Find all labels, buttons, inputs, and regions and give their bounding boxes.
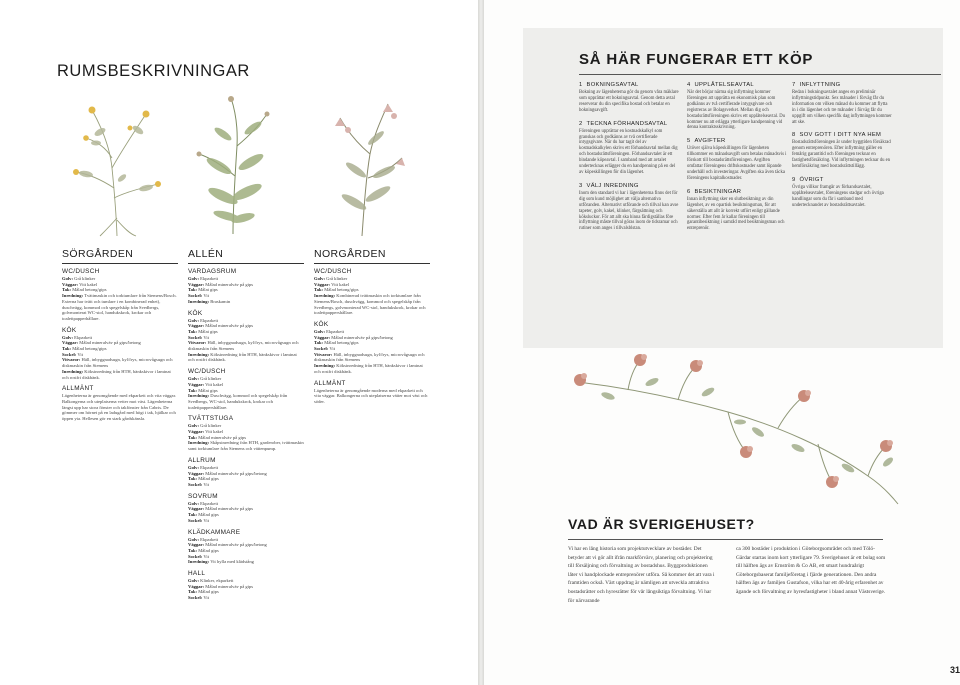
step-title: INFLYTTNING bbox=[799, 82, 841, 88]
step-text: Redan i bokningsavtalet anges en preliminär inflyttningstidpunkt. Sex månader i förväg får du information om vilken månad du kommer att flytta in i din lägenhet och tre månader i förväg får du uppgift om vilken specifik dag inflyttningen kommer att ske. bbox=[792, 90, 892, 125]
spec-value: Vit bbox=[203, 481, 209, 487]
spec-label: Sockel: bbox=[188, 595, 203, 601]
spec-line bbox=[314, 363, 430, 374]
spec-label: Sockel: bbox=[188, 481, 203, 487]
column-title: NORGÅRDEN bbox=[314, 248, 430, 264]
spec-value: Målad mineralväv på gips bbox=[198, 434, 247, 440]
spec-value: Ekparkett bbox=[200, 536, 218, 542]
spec-value: Vit bbox=[329, 346, 335, 352]
room-vardagsrum bbox=[188, 268, 304, 305]
step-title: BOKNINGSAVTAL bbox=[586, 82, 639, 88]
page-number: 31 bbox=[950, 665, 960, 675]
spec-label: Sockel: bbox=[188, 553, 203, 559]
spec-value: Målat gips bbox=[198, 328, 218, 334]
room-tvattstuga bbox=[188, 415, 304, 452]
page-title: RUMSBESKRIVNINGAR bbox=[57, 62, 250, 80]
room-name: WC/DUSCH bbox=[188, 368, 226, 376]
room-name: VARDAGSRUM bbox=[188, 268, 237, 275]
step-teckna-forhandsavtal bbox=[579, 121, 679, 176]
room-name: ALLMÄNT bbox=[62, 385, 94, 393]
spec-value: Ekparkett bbox=[200, 500, 218, 506]
column-norgarden bbox=[314, 248, 430, 410]
step-heading bbox=[579, 183, 679, 189]
step-number: 7 bbox=[792, 82, 796, 88]
room-name: TVÄTTSTUGA bbox=[188, 415, 234, 423]
step-avgifter bbox=[687, 138, 787, 181]
spec-label: Vitvaror: bbox=[314, 351, 333, 357]
spec-label: Väggar: bbox=[188, 506, 205, 512]
spec-value: Köksinredning från HTH, bänkskivor i laminat och rostfri diskbänk. bbox=[62, 368, 171, 380]
spec-label: Väggar: bbox=[62, 340, 79, 346]
step-title: TECKNA FÖRHANDSAVTAL bbox=[586, 120, 668, 127]
spec-label: Väggar: bbox=[188, 542, 205, 548]
spec-value: Häll, inbyggnadsugn, kyl/frys, microvågsugn och diskmaskin från Siemens bbox=[62, 357, 173, 369]
spec-value: Ekparkett bbox=[326, 328, 344, 334]
room-allmant bbox=[62, 385, 178, 422]
room-kok bbox=[62, 327, 178, 381]
column-title: SÖRGÅRDEN bbox=[62, 248, 178, 264]
step-number: 9 bbox=[792, 176, 796, 183]
about-paragraph-1: Vi har en lång historia som projektutvecklare av bostäder. Det betyder att vi gör allt ifrån markförvärv, planering och projektering till försäljning och förvaltning av bostadshus. Byggproduktionen låter vi handplockade entreprenörer utföra. Så kommer det att vara i framtiden också. Värt uppdrag är nämligen att utveckla attraktiva bostadsrätter och hyresrätter för vår långsiktiga förvaltning. Vi har för närvarande bbox=[568, 546, 715, 604]
spec-value: Målad mineralväv på gips bbox=[205, 583, 254, 589]
right-page bbox=[484, 0, 960, 685]
spec-value: Ekparkett bbox=[200, 317, 218, 323]
step-number: 6 bbox=[687, 188, 691, 195]
spec-value: Köksinredning från HTH, bänkskivor i laminat och rostfri diskbänk. bbox=[188, 351, 297, 363]
spec-value: Målat gips bbox=[198, 387, 218, 393]
spec-label: Inredning: bbox=[188, 559, 210, 565]
room-allmant bbox=[314, 380, 430, 405]
step-ovrigt bbox=[792, 177, 892, 209]
spec-label: Inredning: bbox=[62, 368, 84, 374]
step-number: 5 bbox=[687, 138, 691, 145]
spec-value: Ekparkett bbox=[200, 276, 218, 281]
spec-value: Målad betong/gips bbox=[72, 287, 107, 293]
spec-line bbox=[188, 559, 304, 565]
spec-value: Braskamin bbox=[210, 298, 231, 304]
spec-label: Väggar: bbox=[188, 470, 205, 476]
spec-label: Golv: bbox=[188, 536, 199, 542]
column-allen bbox=[188, 248, 304, 606]
step-number: 4 bbox=[687, 82, 691, 88]
spec-line bbox=[188, 518, 304, 524]
spec-line bbox=[62, 357, 178, 368]
column-sorgarden bbox=[62, 248, 178, 427]
botanical-illustration-leafy-plant bbox=[183, 96, 283, 236]
spec-label: Sockel: bbox=[314, 346, 329, 352]
step-text: Bostadsrättsföreningen är under byggtiden försäkrad genom entreprenören. Efter inflyttning gäller en femårig garantitid och föreningen tecknar en fastighetsförsäkring. Vid inflyttningen tecknar du en hemförsäkring med bostadsrättstillägg. bbox=[792, 140, 891, 170]
room-name: SOVRUM bbox=[188, 492, 218, 500]
step-heading bbox=[792, 82, 892, 88]
spec-label: Sockel: bbox=[188, 517, 203, 523]
spec-value: Vit bbox=[203, 293, 209, 299]
room-name: KÖK bbox=[62, 326, 77, 334]
room-hall bbox=[188, 570, 304, 601]
spec-value: Grå klinker bbox=[74, 276, 96, 281]
spec-label: Sockel: bbox=[188, 293, 203, 299]
spec-label: Golv: bbox=[188, 317, 199, 323]
about-divider bbox=[568, 539, 883, 540]
spec-label: Inredning: bbox=[314, 363, 336, 369]
spec-line bbox=[188, 340, 304, 351]
spec-label: Väggar: bbox=[314, 334, 331, 340]
purchase-process-title: SÅ HÄR FUNGERAR ETT KÖP bbox=[579, 51, 814, 68]
spec-label: Väggar: bbox=[188, 323, 205, 329]
room-name: KLÄDKAMMARE bbox=[188, 528, 241, 536]
about-paragraph-2: ca 300 bostäder i produktion i Göteborgsområdet och med Tölö-Gärdar startas inom kort ytterligare 79. Sverigehuset är ett bolag som till hälften ägs av Ernström & Co AB, ett smart hundraårigt Göteborgsbaserat familjeföretag i fjärde generationen. Den andra hälften ägs av familjen Gustafson, vilka har ett 40-årig erfarenhet av ägande och förvaltning av hyresfastigheter i bland annat Västsverige. bbox=[736, 546, 886, 595]
room-name: KÖK bbox=[188, 309, 203, 317]
room-wc-dusch bbox=[314, 268, 430, 316]
spec-value: Vit bbox=[203, 553, 209, 559]
step-heading bbox=[687, 138, 787, 144]
spec-value: Målad mineralväv på gips/betong bbox=[205, 542, 267, 548]
spec-label: Väggar: bbox=[188, 583, 205, 589]
spec-value: Lägenheterna är genomgående med ekparkett och vita väggar. Balkongerna och uteplatserna vetter mot väst. Lägenheterna längst upp har stora fönster och takfönster från Cabris. De gömmer om hörnet på en ladugård med högt i tak, hjälkar och öppen yta. Hellesen gör en stark gårdskänsla. bbox=[62, 393, 177, 422]
step-inflyttning bbox=[792, 82, 892, 125]
spec-line bbox=[314, 352, 430, 363]
spec-label: Golv: bbox=[314, 276, 325, 281]
spec-line bbox=[188, 299, 304, 305]
spec-value: Grå klinker bbox=[200, 423, 222, 429]
spec-label: Tak: bbox=[188, 547, 198, 553]
spec-label: Vitvaror: bbox=[62, 357, 81, 363]
about-title: VAD ÄR SVERIGEHUSET? bbox=[568, 516, 755, 532]
spec-line bbox=[314, 293, 430, 316]
step-text: Föreningen upprättar en kostnadskalkyl som granskas och godkänns av två certifierade intygsgivare. När du har tagit del av kostnadskalkylen skrivs ett förhandsavtal mellan dig och bostadsrättsföreningen. Förhandsavtalet är ett bindande köpeavtal. I samband med att avtalet undertecknas erlägger du en handpenning på en del av köpeskillingen för din lägenhet. bbox=[579, 128, 678, 175]
spec-value: Målad mineralväv på gips bbox=[205, 281, 254, 287]
spec-label: Golv: bbox=[188, 423, 199, 429]
spec-label: Väggar: bbox=[314, 281, 331, 287]
spec-label: Inredning: bbox=[188, 351, 210, 357]
spec-value: Ekparkett bbox=[200, 464, 218, 470]
room-name: ALLRUM bbox=[188, 456, 216, 464]
room-name: WC/DUSCH bbox=[62, 268, 100, 275]
left-page bbox=[0, 0, 478, 685]
step-sov-gott bbox=[792, 132, 892, 170]
spec-label: Golv: bbox=[188, 376, 199, 382]
spec-label: Golv: bbox=[188, 578, 199, 584]
room-kok bbox=[314, 321, 430, 375]
room-wc-dusch bbox=[62, 268, 178, 322]
room-allrum bbox=[188, 457, 304, 488]
spec-label: Tak: bbox=[62, 287, 72, 293]
spec-label: Tak: bbox=[314, 340, 324, 346]
spec-line bbox=[188, 440, 304, 451]
room-name: ALLMÄNT bbox=[314, 379, 346, 387]
spec-label: Golv: bbox=[188, 464, 199, 470]
step-heading bbox=[792, 177, 892, 183]
botanical-illustration-clover bbox=[568, 352, 908, 512]
spec-value: Vit bbox=[203, 334, 209, 340]
spec-value: Vitt kakel bbox=[79, 281, 98, 287]
spec-label: Tak: bbox=[188, 328, 198, 334]
spec-value: Lägenheterna är genomgående moderna med ekparkett och vita väggar. Balkongerna och uteplatserna vätter mot väst och söder. bbox=[314, 387, 428, 404]
spec-value: Målad betong/gips bbox=[324, 340, 359, 346]
spec-value: Vit hylla med klädstång bbox=[210, 559, 254, 565]
spec-value: Målad mineralväv på gips/betong bbox=[79, 340, 141, 346]
spec-line bbox=[62, 293, 178, 322]
room-kladkammare bbox=[188, 529, 304, 566]
step-number: 2 bbox=[579, 120, 583, 127]
room-sovrum bbox=[188, 493, 304, 524]
steps-column-1 bbox=[579, 82, 679, 239]
step-upplatelseavtal bbox=[687, 82, 787, 131]
spec-value: Klinker, ekparkett bbox=[200, 578, 234, 584]
spec-value: Målad betong/gips bbox=[72, 346, 107, 352]
spec-value: Grå klinker bbox=[200, 376, 222, 382]
step-number: 8 bbox=[792, 132, 796, 139]
step-heading bbox=[579, 82, 679, 88]
spec-label: Inredning: bbox=[188, 393, 210, 399]
spec-value: Målad mineralväv på gips bbox=[205, 506, 254, 512]
spec-value: Duschvägg, kommod och spegelskåp från Svedbergs, WC-stol, handukskrok, krokar och toalettpappershållare. bbox=[188, 393, 288, 410]
spec-value: Tvättmaskin och torktumlare från Siemens/Bosch. Externa har tvätt och tumlare i en kombinerad enhet), duschvägg, kommod och spegelskåp från Svedbergs, golvmonterat WC-stol, handukskrok, krokar och toalettpapperhållare. bbox=[62, 293, 177, 321]
step-bokningsavtal bbox=[579, 82, 679, 114]
spec-value: Målat gips bbox=[198, 287, 218, 293]
spec-label: Inredning: bbox=[188, 298, 210, 304]
spec-value: Målad mineralväv på gips/betong bbox=[205, 470, 267, 476]
spec-label: Väggar: bbox=[188, 281, 205, 287]
spec-label: Tak: bbox=[188, 589, 198, 595]
spec-label: Vitvaror: bbox=[188, 340, 207, 346]
room-kok bbox=[188, 310, 304, 364]
spec-value: Häll, inbyggnadsugn, kyl/frys, microvågsugn och diskmaskin från Siemens bbox=[188, 340, 299, 352]
spec-label: Tak: bbox=[188, 512, 198, 518]
spec-value: Häll, inbyggnadsugn, kyl/frys, microvågsugn och diskmaskin från Siemens bbox=[314, 351, 425, 363]
spec-value: Målad mineralväv på gips bbox=[205, 323, 254, 329]
step-number: 1 bbox=[579, 82, 583, 88]
spec-line bbox=[62, 369, 178, 380]
step-heading bbox=[579, 121, 679, 127]
step-heading bbox=[792, 132, 892, 138]
steps-column-2 bbox=[687, 82, 787, 239]
spec-value: Vit bbox=[203, 517, 209, 523]
step-heading bbox=[687, 189, 787, 195]
spec-value: Målad gips bbox=[198, 512, 219, 518]
spec-label: Golv: bbox=[62, 276, 73, 281]
spec-label: Tak: bbox=[188, 434, 198, 440]
spec-value: Målad gips bbox=[198, 547, 219, 553]
spec-label: Inredning: bbox=[62, 293, 84, 299]
step-title: ÖVRIGT bbox=[799, 176, 824, 183]
spec-value: Skåpsinredning från HTH, garderober, tvättmaskin samt torktumlare från Siemens och vättenpump. bbox=[188, 440, 304, 452]
step-title: BESIKTNINGAR bbox=[694, 188, 742, 195]
spec-value: Grå klinker bbox=[326, 276, 348, 281]
spec-value: Vitt kakel bbox=[331, 281, 350, 287]
step-valj-inredning bbox=[579, 183, 679, 232]
spec-value: Ekparkett bbox=[74, 334, 92, 340]
spec-value: Kombinerad tvättmaskin och torktumlare från Siemens/Bosch, duschvägg, kommod och spegelskåp från Svedbergs, golvmonterad WC-stol, handukskrok, krokar och toalettpappershållare. bbox=[314, 293, 426, 316]
spec-label: Sockel: bbox=[188, 334, 203, 340]
spec-label: Väggar: bbox=[188, 429, 205, 435]
column-title: ALLÉN bbox=[188, 248, 304, 264]
spec-line bbox=[314, 388, 430, 405]
step-number: 3 bbox=[579, 182, 583, 189]
step-title: AVGIFTER bbox=[694, 138, 726, 145]
step-text: När det börjar närma sig inflyttning kommer föreningen att upprätta en ekonomisk plan som godkänns av två certifierade intygsgivare och registreras av Bolagsverket. Mellan dig och bostadsrättsföreningen skrivs ett upplåtelseavtal. Du kommer nu att erlägga ytterligare handpenning vid denna kontraktsskrivning. bbox=[687, 90, 786, 131]
spec-line bbox=[188, 352, 304, 363]
spec-label: Tak: bbox=[188, 287, 198, 293]
room-name: WC/DUSCH bbox=[314, 268, 352, 275]
spec-label: Inredning: bbox=[188, 440, 210, 446]
room-wc-dusch bbox=[188, 368, 304, 410]
spec-label: Tak: bbox=[314, 287, 324, 293]
title-divider bbox=[579, 74, 941, 75]
spec-label: Tak: bbox=[188, 387, 198, 393]
spec-label: Inredning: bbox=[314, 293, 336, 299]
steps-column-3 bbox=[792, 82, 892, 216]
spec-label: Väggar: bbox=[62, 281, 79, 287]
spec-value: Köksinredning från HTH, bänkskivor i laminat och rostfri diskbänk. bbox=[314, 363, 423, 374]
spec-label: Golv: bbox=[62, 334, 73, 340]
spec-value: Vitt kakel bbox=[205, 381, 224, 387]
spec-value: Vit bbox=[77, 351, 83, 357]
step-title: VÄLJ INREDNING bbox=[586, 182, 639, 189]
spec-line bbox=[62, 393, 178, 422]
spec-value: Målad gips bbox=[198, 476, 219, 482]
spec-label: Golv: bbox=[188, 276, 199, 281]
step-title: SOV GOTT I DITT NYA HEM bbox=[799, 132, 882, 139]
step-besiktningar bbox=[687, 189, 787, 232]
step-text: Övriga villkor framgår av förhandsavtalet, upplåtelseavtalet, föreningens stadgar och övriga handlingar som du får i samband med undertecknandet av bostadsrättsavtalet. bbox=[792, 184, 884, 208]
step-text: Bokning av lägenheterna gör du genom våra mäklare som upprättar ett bokningsavtal. Genom detta avtal reserverar du din specifika bostad och betalar en bokningsavgift. bbox=[579, 90, 679, 113]
botanical-illustration-pink-flower bbox=[318, 98, 418, 238]
spec-label: Väggar: bbox=[188, 381, 205, 387]
spec-value: Målad gips bbox=[198, 589, 219, 595]
spec-value: Målad betong/gips bbox=[324, 287, 359, 293]
spec-line bbox=[188, 393, 304, 410]
step-text: Innan inflyttning sker en slutbesiktning av din lägenhet, av en opartisk besiktningsman, för att säkerställa att allt är korrekt utfört enligt gällande normer. Efter fem år kallar föreningen till garantibesiktning i samråd med besiktningsman och entreprenör. bbox=[687, 196, 785, 232]
spec-label: Tak: bbox=[188, 476, 198, 482]
spec-value: Målad mineralväv på gips/betong bbox=[331, 334, 393, 340]
spec-line bbox=[188, 482, 304, 488]
room-name: HALL bbox=[188, 570, 206, 578]
step-heading bbox=[687, 82, 787, 88]
spec-label: Tak: bbox=[62, 346, 72, 352]
step-title: UPPLÅTELSEAVTAL bbox=[694, 82, 754, 88]
step-text: Utöver själva köpeskillingen för lägenheten tillkommer en månadsavgift som betalas månadsvis i förskott till bostadsrättsföreningen. Avgiften omfattar föreningens driftskostnader samt löpande underhåll och investeringar. Avgiften ska även täcka föreningens kapitalkostnader. bbox=[687, 146, 787, 181]
spec-label: Golv: bbox=[188, 500, 199, 506]
spec-line bbox=[188, 595, 304, 601]
spec-label: Golv: bbox=[314, 328, 325, 334]
step-text: Inom den standard vi har i lägenheterna finns det för dig som kund möjlighet att välja alternativa utföranden. Alternativt utförande och tillval kan avse tapeter, golv, kakel, klinker, färgsättning och köksluckor. För att allt ska hinna färdigställas före inflyttning måste tillval göras inom de tidsramar och rutiner som anges i tillvalsblstan. bbox=[579, 190, 679, 232]
spec-value: Vitt kakel bbox=[205, 429, 224, 435]
spec-value: Vit bbox=[203, 595, 209, 601]
room-name: KÖK bbox=[314, 320, 329, 328]
spec-label: Sockel: bbox=[62, 351, 77, 357]
botanical-illustration-yellow-herb bbox=[62, 88, 172, 238]
